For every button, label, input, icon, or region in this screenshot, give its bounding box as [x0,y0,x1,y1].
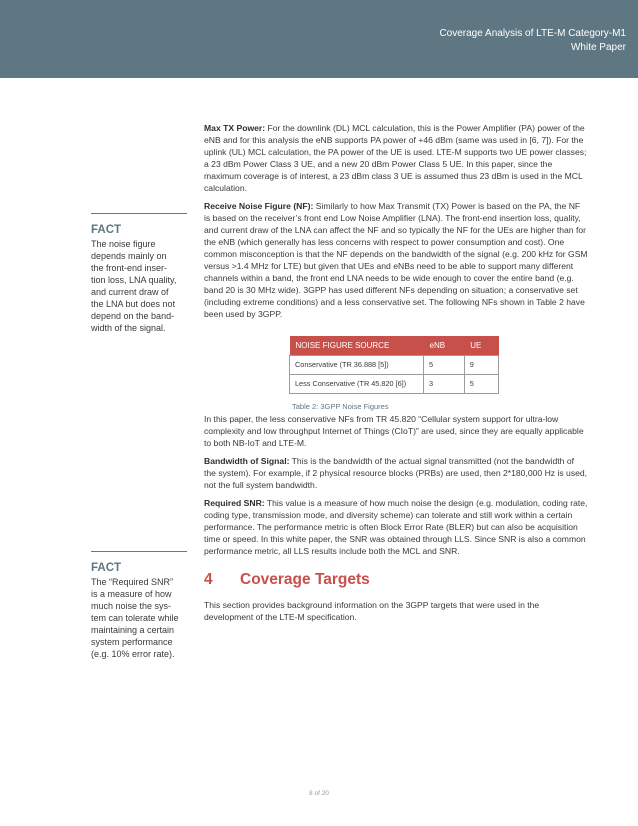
term-label: Max TX Power: [204,123,266,133]
paragraph-text: Similarly to how Max Transmit (TX) Power is based on the PA, the NF is based on the receiver’s front end Low Noise Amplifier (LNA). The front-end insertion loss, quality, and current draw of the LNA can affect the NF and so typically the NF for the UEs are higher than for the eNB (which generally has less concerns with respect to power consumption and cost). One common misconception is that the NF depends on the bandwidth of the signal (e.g. 200 kHz for GSM versus >1.4 MHz for LTE) but given that UEs and eNBs need to be able to support many different channels within a band, the front end LNA needs to be wide enough to cover the entire band (e.g. band 20 is 30 MHz wide). 3GPP has used different NFs depending on situation; a conservative set (including extreme conditions) and a less conservative set. The following NFs shown in Table 2 have been used by 3GPP. [204,201,588,319]
term-label: Required SNR: [204,498,265,508]
table-cell: 9 [464,356,498,375]
document-title-line2: White Paper [570,42,626,53]
fact-sidebar-noise-figure [91,213,187,334]
paragraph-text: This value is a measure of how much noise the design (e.g. modulation, coding rate, coding type, transmission mode, and diversity scheme) can tolerate and still work within a certain performance. The performance metric is often Block Error Rate (BLER) but can also be acquisition time or speed. In this white paper, the SNR was obtained through LLS. Since SNR is also a common performance metric, all LLS results include both the MCL and SNR. [204,498,588,556]
table-cell: 5 [424,356,465,375]
paragraph-text: This is the bandwidth of the actual signal transmitted (not the bandwidth of the system). For example, if 2 physical resource blocks (PRBs) are used, then 2*180,000 Hz is used, not the full system bandwidth. [204,456,588,490]
table-cell: 3 [424,375,465,394]
noise-figure-table [289,336,499,394]
fact-line: width of the signal. [91,323,166,333]
paragraph-coverage-targets: This section provides background information on the 3GPP targets that were used in the development of the LTE-M specification. [204,600,540,622]
table-caption: Table 2: 3GPP Noise Figures [292,402,389,411]
fact-line: the front-end inser- [91,263,168,273]
paragraph-noise-figure [204,200,588,320]
section-title: Coverage Targets [240,571,370,588]
fact-title: FACT [91,224,122,236]
paragraph-text: For the downlink (DL) MCL calculation, this is the Power Amplifier (PA) power of the eNB and for this analysis the eNB supports PA power of +46 dBm (same was used in [6, 7]). For the uplink (UL) MCL calculation, the PA power of the UE is used. LTE-M supports two UE power classes; a 23 dBm Power Class 3 UE, and a new 20 dBm Power Class 5 UE. In this paper, since the maximum coverage is of interest, a 23 dBm class 3 UE is assumed thus 23 dBm is used in the MCL calculation. [204,123,587,193]
page-header [0,0,638,78]
document-title-line1: Coverage Analysis of LTE-M Category-M1 [439,28,626,39]
page-number: 8 of 20 [309,790,329,797]
fact-line: is a measure of how [91,589,172,599]
fact-line: (e.g. 10% error rate). [91,649,175,659]
fact-line: and current draw of [91,287,169,297]
fact-line: The “Required SNR” [91,577,174,587]
table-row [290,375,499,394]
fact-divider [91,551,187,552]
table-row [290,356,499,375]
fact-sidebar-required-snr [91,551,187,660]
fact-line: much noise the sys- [91,601,172,611]
table-header-row [290,336,499,356]
fact-line: The noise figure [91,239,156,249]
main-content [204,122,588,629]
fact-line: maintaining a certain [91,625,175,635]
document-title [439,27,626,55]
column-header-source: NOISE FIGURE SOURCE [290,336,424,356]
fact-line: depend on the band- [91,311,175,321]
fact-line: depends mainly on [91,251,167,261]
column-header-enb: eNB [424,336,465,356]
fact-line: tion loss, LNA quality, [91,275,177,285]
fact-line: tem can tolerate while [91,613,179,623]
table-cell: Less Conservative (TR 45.820 [6]) [290,375,424,394]
fact-title: FACT [91,562,122,574]
fact-line: the LNA but does not [91,299,176,309]
table-cell: 5 [464,375,498,394]
term-label: Bandwidth of Signal: [204,456,290,466]
paragraph-bandwidth [204,455,588,491]
term-label: Receive Noise Figure (NF): [204,201,314,211]
section-heading [204,571,588,589]
paragraph-less-conservative: In this paper, the less conservative NFs from TR 45.820 “Cellular system support for ultra-low complexity and low throughput Internet of Things (CIoT)” are used, since they are equally applicable to both NB-IoT and LTE-M. [204,414,584,448]
paragraph-max-tx-power [204,122,588,194]
column-header-ue: UE [464,336,498,356]
fact-divider [91,213,187,214]
paragraph-required-snr [204,497,588,557]
fact-line: system performance [91,637,173,647]
fact-text [91,576,187,660]
fact-text [91,238,187,334]
section-number: 4 [204,571,213,588]
table-cell: Conservative (TR 36.888 [5]) [290,356,424,375]
